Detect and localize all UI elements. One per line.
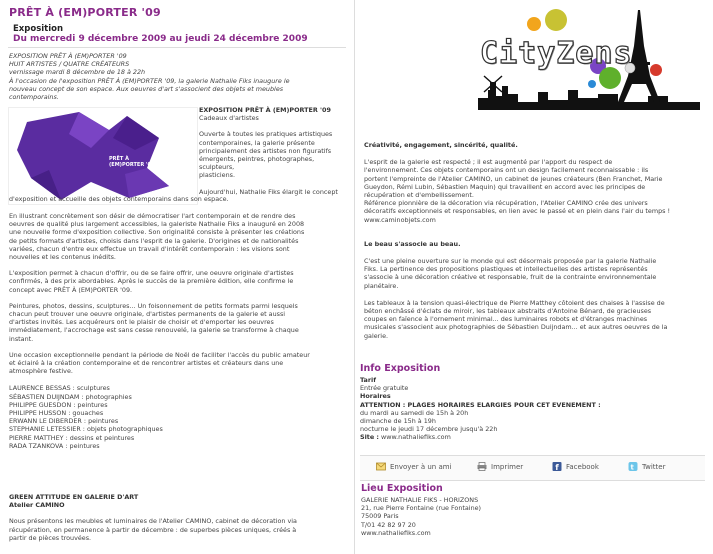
side-description	[199, 106, 349, 196]
site-label: Site :	[360, 433, 379, 442]
cityzens-logo-text: CityZens	[480, 36, 633, 71]
artist-item: PIERRE MATTHEY : dessins et peintures	[9, 433, 135, 442]
artist-item: SÉBASTIEN DUIJNDAM : photographies	[9, 392, 132, 401]
horaire-line: du mardi au samedi de 15h à 20h	[360, 408, 469, 417]
intro-line: nouveau concept de son espace. Aux oeuvres d'art s'associent des objets et meubles	[9, 84, 284, 93]
lieu-title: Lieu Exposition	[361, 483, 443, 494]
event-dates: Du mercredi 9 décembre 2009 au jeudi 24 décembre 2009	[13, 34, 308, 44]
body-line: s'associe à une décoration créative et responsable, fruit de la contrainte environnementale	[364, 273, 657, 282]
section-title-beau: Le beau s'associe au beau.	[364, 239, 461, 248]
twitter-label: Twitter	[642, 462, 666, 471]
envelope-icon	[376, 462, 386, 471]
para-offrir	[9, 269, 351, 294]
tarif-label: Tarif	[360, 376, 376, 384]
logo-line: PRÊT À	[109, 156, 129, 162]
body-line: Gueydon, Rémi Lubin, Sébastien Maquin) qui travaillent en accord avec les principes de	[364, 182, 646, 191]
svg-text:t: t	[630, 463, 634, 471]
email-friend-label: Envoyer à un ami	[390, 462, 452, 471]
exhibition-logo-graphic	[9, 108, 197, 204]
gallery-phone: T/01 42 82 97 20	[361, 520, 416, 529]
body-line: L'esprit de la galerie est respecté ; il est augmenté par l'apport du respect de	[364, 158, 613, 167]
artist-item: PHILIPPE HUSSON : gouaches	[9, 409, 104, 418]
side-line: Aujourd'hui, Nathalie Fiks élargit le concept	[199, 187, 338, 196]
body-line: confirmés, à des prix abordables. Après le succès de la première édition, elle confirme le	[9, 277, 294, 286]
side-line: principalement des artistes non figuratifs	[199, 146, 332, 155]
body-line: et éclairé à la création contemporaine et de rencontrer artistes et créateurs dans une	[9, 359, 284, 368]
lieu-exposition-section	[361, 483, 706, 537]
gallery-website-link[interactable]: www.nathaliefiks.com	[361, 528, 431, 537]
body-text	[9, 212, 351, 450]
info-exposition-section	[360, 363, 705, 442]
body-line: variées, chacun d'entre eux effectue un travail d'intérêt contemporain : les visions sont	[9, 244, 290, 253]
print-button[interactable]	[477, 462, 523, 471]
page-title: PRÊT À (EM)PORTER '09	[9, 6, 161, 19]
body-line: l'environnement. Ces objets contemporains ont un design facilement reconnaissable : ils	[364, 166, 649, 175]
body-line: portent l'empreinte de l'Atelier CAMINO, un cabinet de jeunes créateurs (Ben Franchet, Marie	[364, 174, 663, 183]
para-tableaux	[364, 299, 709, 340]
horaires-label: Horaires	[360, 392, 391, 401]
body-line: chacun peut trouver une oeuvre originale, d'artistes permanents de la galerie et aussi	[9, 310, 286, 319]
body-line: décoratifs exceptionnels et responsables, en lien avec le passé et en plein dans l'air du temps !	[364, 207, 671, 216]
share-toolbar	[360, 455, 705, 481]
logo-line: (EM)PORTER '09	[109, 162, 155, 168]
artist-item: PHILIPPE GUESDON : peintures	[9, 400, 108, 409]
intro-line: contemporains.	[9, 93, 59, 102]
left-column	[0, 0, 355, 554]
exhibition-logo-text	[109, 156, 154, 168]
side-subtitle: Cadeaux d'artistes	[199, 114, 259, 123]
body-line: nouvelles et les contenus inédits.	[9, 253, 116, 262]
facebook-label: Facebook	[566, 462, 599, 471]
intro-line: vernissage mardi 8 décembre de 18 à 22h	[9, 68, 146, 77]
body-line: atmosphère festive.	[9, 367, 73, 376]
artist-item: ERWANN LE DIBERDER : peintures	[9, 417, 119, 426]
para-esprit	[364, 158, 709, 224]
gallery-address: 21, rue Pierre Fontaine (rue Fontaine)	[361, 504, 482, 513]
horaire-line: nocturne le jeudi 17 décembre jusqu'à 22h	[360, 425, 498, 434]
horaire-line: dimanche de 15h à 19h	[360, 417, 436, 426]
body-line: oeuvres de qualité plus largement accessibles, la galeriste Nathalie Fiks a inauguré en 2008	[9, 220, 305, 229]
body-line: une nouvelle forme d'exposition collective. Son originalité consiste à présenter les créations	[9, 228, 305, 237]
body-line: béton enchâssé d'éclats de miroir, les tableaux abstraits d'Antoine Bénard, de gracieuses	[364, 307, 652, 316]
side-title: EXPOSITION PRÊT À (EM)PORTER '09	[199, 106, 331, 114]
gallery-name: GALERIE NATHALIE FIKS - HORIZONS	[361, 496, 479, 504]
para-democratiser	[9, 212, 351, 261]
twitter-button[interactable]	[628, 462, 665, 471]
body-line: Nous présentons les meubles et luminaires de l'Atelier CAMINO, cabinet de décoration via	[9, 517, 297, 526]
para-ouverture	[364, 257, 709, 290]
twitter-icon	[628, 462, 638, 471]
print-label: Imprimer	[491, 462, 524, 471]
body-line: planétaire.	[364, 281, 399, 290]
artist-list	[9, 384, 351, 450]
site-link[interactable]: www.nathaliefiks.com	[381, 433, 451, 442]
facebook-button[interactable]	[552, 462, 599, 471]
artist-item: RADA TZANKOVA : peintures	[9, 441, 100, 450]
gallery-city: 75009 Paris	[361, 512, 399, 521]
event-type: Exposition	[13, 24, 64, 34]
body-line: galerie.	[364, 331, 389, 340]
artist-item: STEPHANIE LETESSIER : objets photographiques	[9, 425, 163, 434]
body-line: coupes en faïence à l'ornement minimal... des luminaires robots et d'étranges machines	[364, 315, 648, 324]
body-line: C'est une pleine ouverture sur le monde qui est désormais proposée par la galerie Nathalie	[364, 257, 657, 266]
email-friend-button[interactable]	[376, 462, 452, 471]
intro-line: À l'occasion de l'exposition PRÊT À (EM)PORTER '09, la galerie Nathalie Fiks inaugure le	[9, 76, 290, 85]
info-title: Info Exposition	[360, 363, 441, 374]
body-line: concept avec PRÊT À (EM)PORTER '09.	[9, 285, 133, 294]
body-line: Peintures, photos, dessins, sculptures... Un foisonnement de petits formats parmi lesquels	[9, 301, 298, 310]
printer-icon	[477, 462, 487, 471]
body-line: partir de pièces trouvées.	[9, 533, 92, 542]
divider	[8, 47, 346, 48]
body-line: En illustrant concrètement son désir de démocratiser l'art contemporain et de rendre des	[9, 212, 296, 220]
facebook-icon	[552, 462, 562, 471]
camino-link[interactable]: www.caminobjets.com	[364, 215, 436, 224]
body-line: récupération et d'embellissement.	[364, 191, 474, 200]
side-line: plasticiens.	[199, 171, 235, 180]
para-peintures	[9, 302, 351, 343]
body-line: Les tableaux à la tension quasi-électrique de Pierre Matthey côtoient des chaises à l'assise de	[364, 298, 665, 307]
green-title: GREEN ATTITUDE EN GALERIE D'ART	[9, 493, 139, 501]
body-line: d'artistes invités. Les acquéreurs ont le plaisir de choisir et d'emporter les oeuvres	[9, 318, 274, 327]
tarif-value: Entrée gratuite	[360, 384, 409, 393]
body-line: immédiatement, l'accrochage est sans cesse renouvelé, la galerie se transforme à chaque	[9, 326, 299, 335]
body-line: musicales s'associent aux photographies de Sébastien Duijndam... et aux autres oeuvres de la	[364, 323, 668, 332]
body-line: L'exposition permet à chacun d'offrir, ou de se faire offrir, une oeuvre originale d'artistes	[9, 269, 294, 278]
right-body	[364, 141, 709, 340]
intro-line: HUIT ARTISTES / QUATRE CRÉATEURS	[9, 60, 130, 69]
exhibition-image	[8, 107, 198, 205]
body-line: récupération, en permanence à partir de décembre : de superbes pièces uniques, créés à	[9, 525, 297, 534]
para-noel	[9, 351, 351, 376]
cityzens-logo[interactable]	[478, 6, 700, 110]
body-line: Référence pionnière de la décoration via récupération, l'Atelier CAMINO crée des univers	[364, 199, 648, 208]
green-subtitle: Atelier CAMINO	[9, 501, 65, 510]
side-line: d'exposition et accueille des objets contemporains dans son espace.	[9, 195, 229, 203]
body-line: Une occasion exceptionnelle pendant la période de Noël de faciliter l'accès du public amateur	[9, 350, 310, 359]
side-line: émergents, peintres, photographes, sculpteurs,	[199, 155, 315, 172]
body-line: Fiks. La pertinence des propositions plastiques et intellectuelles des artistes représentés	[364, 265, 648, 274]
body-line: de petits formats d'artistes, choisis dans l'esprit de la galerie. D'origines et de nationalités	[9, 236, 299, 245]
intro-block	[9, 52, 349, 101]
tagline: Créativité, engagement, sincérité, qualité.	[364, 141, 518, 149]
side-line: Ouverte à toutes les pratiques artistiques	[199, 130, 333, 139]
body-line: instant.	[9, 334, 34, 343]
svg-text:f: f	[555, 463, 559, 471]
side-line: contemporaines, la galerie présente	[199, 138, 315, 147]
artist-item: LAURENCE BESSAS : sculptures	[9, 384, 110, 393]
horaires-attention: ATTENTION : PLAGES HORAIRES ELARGIES POUR CET EVENEMENT :	[360, 400, 601, 409]
green-attitude-section	[9, 493, 351, 542]
intro-line: EXPOSITION PRÊT À (EM)PORTER '09	[9, 52, 127, 60]
